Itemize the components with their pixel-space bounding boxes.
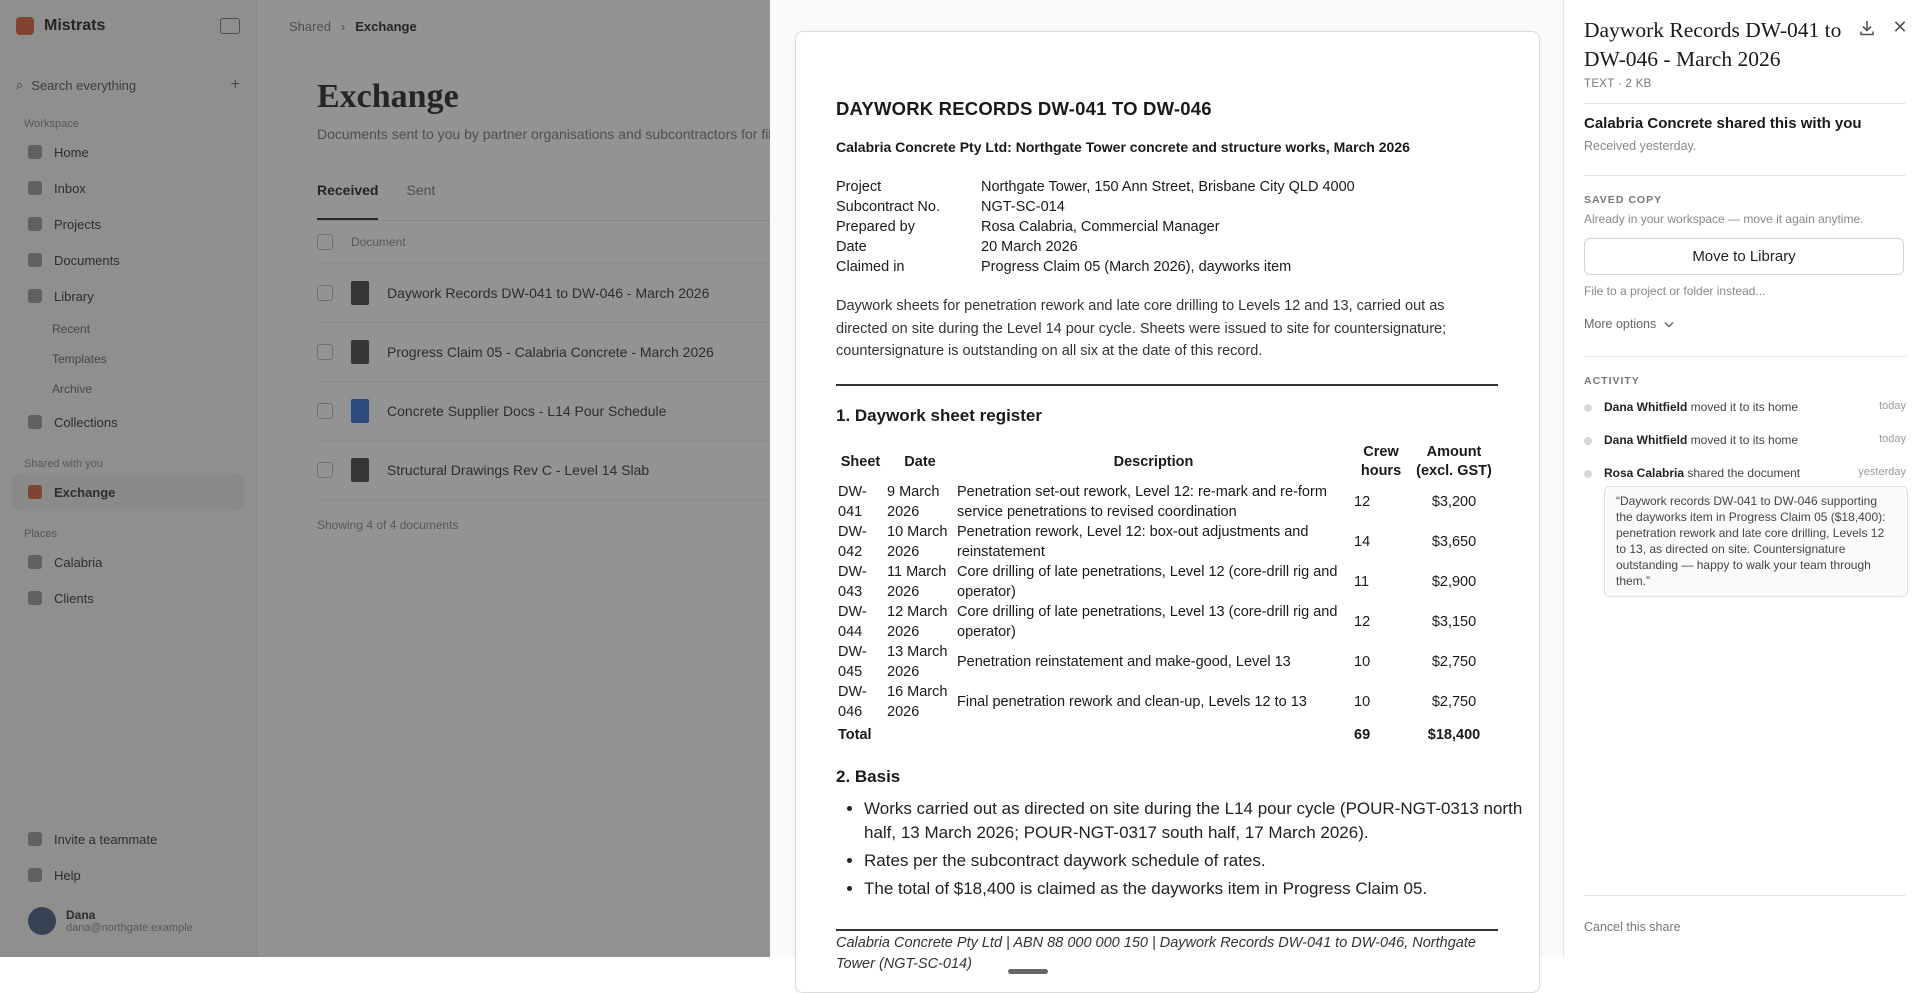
close-icon[interactable]: ✕ <box>1892 17 1908 37</box>
meta-value: Rosa Calabria, Commercial Manager <box>981 219 1220 235</box>
share-message: “Daywork records DW-041 to DW-046 supporting the dayworks item in Progress Claim 05 ($18,400): penetration rework and late core drilling, Levels 12 to 13, as directed on site. Countersignature outstanding — happy to walk your team through them.” <box>1604 486 1908 597</box>
cell-date: 13 March 2026 <box>887 644 948 680</box>
meta-row <box>836 257 1355 277</box>
meta-value: Progress Claim 05 (March 2026), dayworks item <box>981 259 1292 275</box>
cell-description: Penetration reinstatement and make-good, Level 13 <box>957 654 1291 670</box>
cell-sheet: DW-045 <box>838 644 867 680</box>
activity-time: yesterday <box>1858 466 1906 478</box>
activity-action: shared the document <box>1684 466 1801 480</box>
meta-key: Prepared by <box>836 219 915 235</box>
section-heading-basis: 2. Basis <box>836 767 901 786</box>
document-footer: Calabria Concrete Pty Ltd | ABN 88 000 000 150 | Daywork Records DW-041 to DW-046, Northgate Tower (NGT-SC-014) <box>836 929 1498 975</box>
chevron-down-icon <box>1664 321 1674 328</box>
saved-copy-note: Already in your workspace — move it again anytime. <box>1584 212 1864 226</box>
cell-amount: $3,150 <box>1431 614 1477 630</box>
document-viewer <box>770 0 1563 972</box>
list-item: • The total of $18,400 is claimed as the dayworks item in Progress Claim 05. <box>864 877 1526 901</box>
basis-list <box>836 797 1526 905</box>
activity-action: moved it to its home <box>1687 400 1799 414</box>
divider <box>836 384 1498 386</box>
list-item: • Works carried out as directed on site during the L14 pour cycle (POUR-NGT-0313 north half, 13 March 2026; POUR-NGT-0317 south half, 17 March 2026). <box>864 797 1526 845</box>
document-title: DAYWORK RECORDS DW-041 TO DW-046 <box>836 98 1212 119</box>
meta-key: Date <box>836 239 867 255</box>
saved-copy-caption: SAVED COPY <box>1584 194 1663 206</box>
total-label: Total <box>838 727 872 743</box>
activity-time: today <box>1879 400 1906 412</box>
cell-sheet: DW-046 <box>838 684 867 720</box>
table-total-row <box>836 722 1498 748</box>
cell-description: Core drilling of late penetrations, Level 12 (core-drill rig and operator) <box>957 564 1338 600</box>
column-header: Date <box>904 453 936 470</box>
meta-row <box>836 217 1355 237</box>
table-row <box>836 482 1498 522</box>
cell-amount: $2,750 <box>1431 654 1477 670</box>
activity-text <box>1604 400 1798 414</box>
cell-amount: $2,750 <box>1431 694 1477 710</box>
divider <box>1584 356 1906 357</box>
cell-date: 9 March 2026 <box>887 484 940 520</box>
more-options-toggle[interactable] <box>1584 317 1674 331</box>
cell-amount: $2,900 <box>1431 574 1477 590</box>
cell-description: Penetration set-out rework, Level 12: re-mark and re-form service penetrations to revised coordination <box>957 484 1327 520</box>
cell-date: 16 March 2026 <box>887 684 948 720</box>
column-header: Crew hours <box>1360 444 1402 479</box>
cell-date: 10 March 2026 <box>887 524 948 560</box>
cell-hours: 10 <box>1354 654 1371 670</box>
table-row <box>836 682 1498 722</box>
table-row <box>836 562 1498 602</box>
meta-row <box>836 177 1355 197</box>
cell-amount: $3,650 <box>1431 534 1477 550</box>
daywork-register-table <box>836 442 1498 748</box>
cell-date: 12 March 2026 <box>887 604 948 640</box>
cell-hours: 11 <box>1354 574 1370 590</box>
divider <box>1584 175 1906 176</box>
table-row <box>836 642 1498 682</box>
cell-date: 11 March 2026 <box>887 564 947 600</box>
download-icon[interactable] <box>1858 19 1878 39</box>
cell-hours: 10 <box>1354 694 1371 710</box>
cell-description: Penetration rework, Level 12: box-out adjustments and reinstatement <box>957 524 1309 560</box>
cell-sheet: DW-042 <box>838 524 867 560</box>
section-heading-register: 1. Daywork sheet register <box>836 406 1042 425</box>
activity-actor: Dana Whitfield <box>1604 400 1688 414</box>
meta-value: NGT-SC-014 <box>981 199 1065 215</box>
document-subtitle: Calabria Concrete Pty Ltd: Northgate Tower concrete and structure works, March 2026 <box>836 139 1410 155</box>
activity-dot-icon <box>1584 437 1592 445</box>
activity-time: today <box>1879 433 1906 445</box>
cell-hours: 12 <box>1354 494 1371 510</box>
activity-text <box>1604 466 1800 480</box>
move-to-library-button[interactable]: Move to Library <box>1584 238 1904 275</box>
cell-amount: $3,200 <box>1431 494 1477 510</box>
meta-value: Northgate Tower, 150 Ann Street, Brisbane City QLD 4000 <box>981 179 1355 195</box>
activity-actor: Dana Whitfield <box>1604 433 1688 447</box>
meta-key: Project <box>836 179 882 195</box>
more-options-label: More options <box>1584 317 1657 331</box>
cancel-share-link[interactable]: Cancel this share <box>1584 920 1681 934</box>
scrollbar-thumb[interactable] <box>1008 969 1048 974</box>
cell-description: Core drilling of late penetrations, Level 13 (core-drill rig and operator) <box>957 604 1338 640</box>
cell-description: Final penetration rework and clean-up, Levels 12 to 13 <box>957 694 1307 710</box>
total-amount: $18,400 <box>1427 727 1481 743</box>
activity-dot-icon <box>1584 470 1592 478</box>
cell-sheet: DW-041 <box>838 484 867 520</box>
activity-text <box>1604 433 1798 447</box>
activity-actor: Rosa Calabria <box>1604 466 1685 480</box>
shared-by: Calabria Concrete shared this with you <box>1584 115 1862 132</box>
panel-title: Daywork Records DW-041 to DW-046 - March 2026 <box>1584 18 1842 71</box>
meta-row <box>836 237 1355 257</box>
meta-value: 20 March 2026 <box>981 239 1078 255</box>
column-header: Description <box>1113 453 1194 470</box>
meta-row <box>836 197 1355 217</box>
cell-sheet: DW-044 <box>838 604 867 640</box>
meta-key: Claimed in <box>836 259 905 275</box>
table-header-row <box>836 442 1498 482</box>
divider <box>1584 895 1906 896</box>
table-row <box>836 602 1498 642</box>
column-header: Amount (excl. GST) <box>1416 444 1492 479</box>
file-to-project-link[interactable]: File to a project or folder instead... <box>1584 284 1766 298</box>
activity-action: moved it to its home <box>1687 433 1799 447</box>
total-hours: 69 <box>1354 727 1371 743</box>
cell-sheet: DW-043 <box>838 564 867 600</box>
activity-caption: ACTIVITY <box>1584 375 1640 387</box>
table-row <box>836 522 1498 562</box>
document-meta <box>836 177 1355 277</box>
list-item: • Rates per the subcontract daywork schedule of rates. <box>864 849 1526 873</box>
share-details-panel <box>1563 0 1922 957</box>
intro-paragraph: Daywork sheets for penetration rework and late core drilling to Levels 12 and 13, carried out as directed on site during the Level 14 pour cycle. Sheets were issued to site for countersignature; countersignature is outstanding on all six at the date of this record. <box>836 298 1447 359</box>
cell-hours: 12 <box>1354 614 1371 630</box>
cell-hours: 14 <box>1354 534 1371 550</box>
received-time: Received yesterday. <box>1584 139 1697 153</box>
document-page <box>795 31 1540 993</box>
column-header: Sheet <box>840 453 881 470</box>
file-meta: TEXT · 2 KB <box>1584 78 1652 90</box>
divider <box>1584 103 1906 104</box>
meta-key: Subcontract No. <box>836 199 940 215</box>
activity-dot-icon <box>1584 404 1592 412</box>
